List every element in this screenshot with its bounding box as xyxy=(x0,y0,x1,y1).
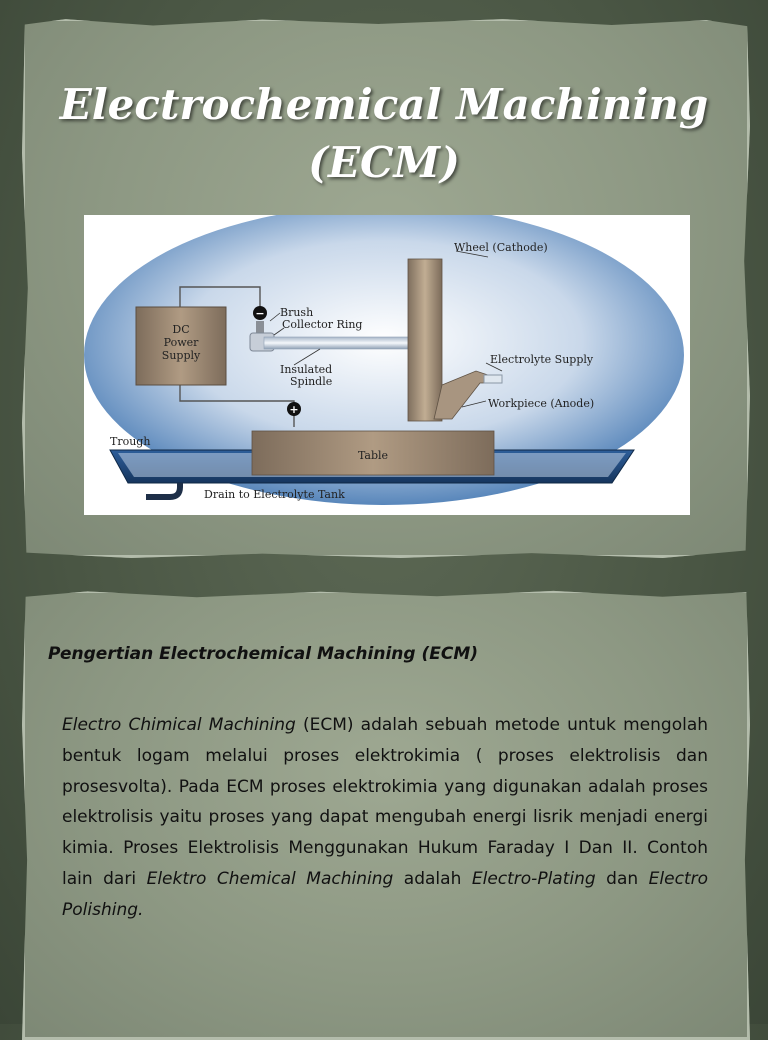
body-paragraph xyxy=(62,710,708,926)
term-electro-polishing: Electro Polishing. xyxy=(62,868,708,920)
dc-label-3: Supply xyxy=(161,349,201,362)
plus-sign: + xyxy=(289,403,299,416)
nozzle-tip xyxy=(484,375,502,383)
title-line-1: Electrochemical Machining xyxy=(59,80,709,129)
term-electro-plating: Electro-Plating xyxy=(471,868,596,889)
para-text-1: (ECM) adalah sebuah metode untuk mengolah bentuk logam melalui proses elektrokimia ( proses elektrolisis dan prosesvolta). Pada ECM proses elektrokimia yang digunakan adalah proses elektrolisis yaitu proses yang dapat mengubah energi lisrik menjadi energi kimia. Proses Elektrolisis Menggunakan Hukum Faraday I Dan II. Contoh lain dari xyxy=(62,715,709,889)
brush-label: Brush xyxy=(280,306,314,319)
term-electro-chimical-machining: Electro Chimical Machining xyxy=(62,715,296,735)
spindle-label: Spindle xyxy=(290,375,333,388)
wheel-cathode-label: Wheel (Cathode) xyxy=(454,241,548,254)
table-label: Table xyxy=(357,449,389,462)
section-heading: Pengertian Electrochemical Machining (ECM) xyxy=(48,644,479,664)
slide-title xyxy=(0,76,768,192)
wheel-cathode xyxy=(408,259,442,421)
drain-label: Drain to Electrolyte Tank xyxy=(204,488,345,501)
minus-sign: − xyxy=(255,307,265,320)
dc-label-1: DC xyxy=(172,323,190,336)
para-text-2: adalah xyxy=(393,868,472,889)
ecm-diagram xyxy=(84,215,690,515)
ecm-diagram-svg xyxy=(84,215,690,515)
workpiece-anode-label: Workpiece (Anode) xyxy=(488,397,595,410)
title-line-2: (ECM) xyxy=(308,138,460,187)
trough-label: Trough xyxy=(110,435,151,448)
spindle xyxy=(264,337,414,349)
electrolyte-supply-label: Electrolyte Supply xyxy=(490,353,594,366)
term-elektro-chemical-machining: Elektro Chemical Machining xyxy=(146,868,394,889)
collector-ring-label: Collector Ring xyxy=(282,318,363,331)
insulated-label: Insulated xyxy=(280,363,333,376)
dc-label-2: Power xyxy=(163,336,199,349)
para-text-3: dan xyxy=(595,868,649,889)
